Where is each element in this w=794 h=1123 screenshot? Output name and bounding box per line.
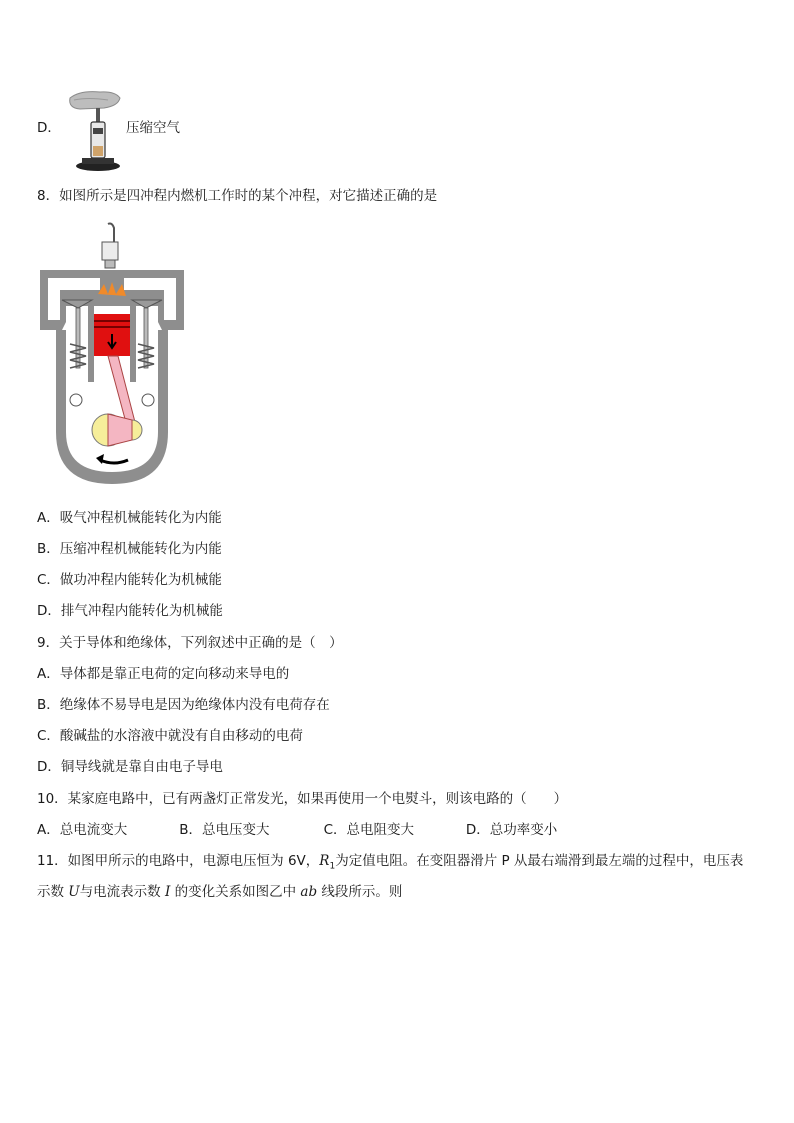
q10-option-b: B．总电压变大	[179, 822, 270, 838]
q11-line-2	[37, 882, 402, 902]
q8-option-d: D．排气冲程内能转化为机械能	[37, 603, 223, 619]
q8-option-b: B．压缩冲程机械能转化为内能	[37, 541, 222, 557]
q10-stem: 10．某家庭电路中，已有两盏灯正常发光，如果再使用一个电熨斗，则该电路的（ ）	[37, 791, 568, 807]
q11-i-symbol: I	[164, 884, 171, 900]
q11-u-symbol: U	[68, 884, 80, 900]
q11-ab-symbol: ab	[300, 884, 318, 900]
q9-option-d: D．铜导线就是靠自由电子导电	[37, 759, 223, 775]
q11-line-2-part-c: 的变化关系如图乙中	[170, 884, 301, 900]
q8-stem: 8．如图所示是四冲程内燃机工作时的某个冲程，对它描述正确的是	[37, 188, 438, 204]
q10-options-row	[37, 820, 557, 840]
q11-r-symbol: R	[319, 853, 330, 869]
q7-option-d-text: 压缩空气	[126, 120, 180, 136]
q9-stem: 9．关于导体和绝缘体，下列叙述中正确的是（ ）	[37, 635, 343, 651]
q11-line-2-part-d: 线段所示。则	[317, 884, 403, 900]
q9-option-c: C．酸碱盐的水溶液中就没有自由移动的电荷	[37, 728, 303, 744]
engine-diagram	[36, 222, 188, 492]
q11-line-2-part-b: 与电流表示数	[79, 884, 165, 900]
q9-option-a: A．导体都是靠正电荷的定向移动来导电的	[37, 666, 290, 682]
q11-line-1-part-b: 为定值电阻。在变阻器滑片 P 从最右端滑到最左端的过程中，电压表	[335, 853, 744, 869]
q8-option-c: C．做功冲程内能转化为机械能	[37, 572, 222, 588]
q11-line-2-part-a: 示数	[37, 884, 69, 900]
q10-option-a: A．总电流变大	[37, 822, 128, 838]
q10-option-d: D．总功率变小	[465, 822, 558, 838]
q11-line-1-part-a: 11．如图甲所示的电路中，电源电压恒为 6V，	[37, 853, 320, 869]
q11-line-1	[37, 851, 743, 877]
q8-option-a: A．吸气冲程机械能转化为内能	[37, 510, 222, 526]
air-pump-image	[60, 88, 126, 174]
q9-option-b: B．绝缘体不易导电是因为绝缘体内没有电荷存在	[37, 697, 330, 713]
q11-r-subscript: 1	[329, 861, 336, 872]
q10-option-c: C．总电阻变大	[323, 822, 415, 838]
q7-option-d-letter: D．	[37, 120, 61, 136]
